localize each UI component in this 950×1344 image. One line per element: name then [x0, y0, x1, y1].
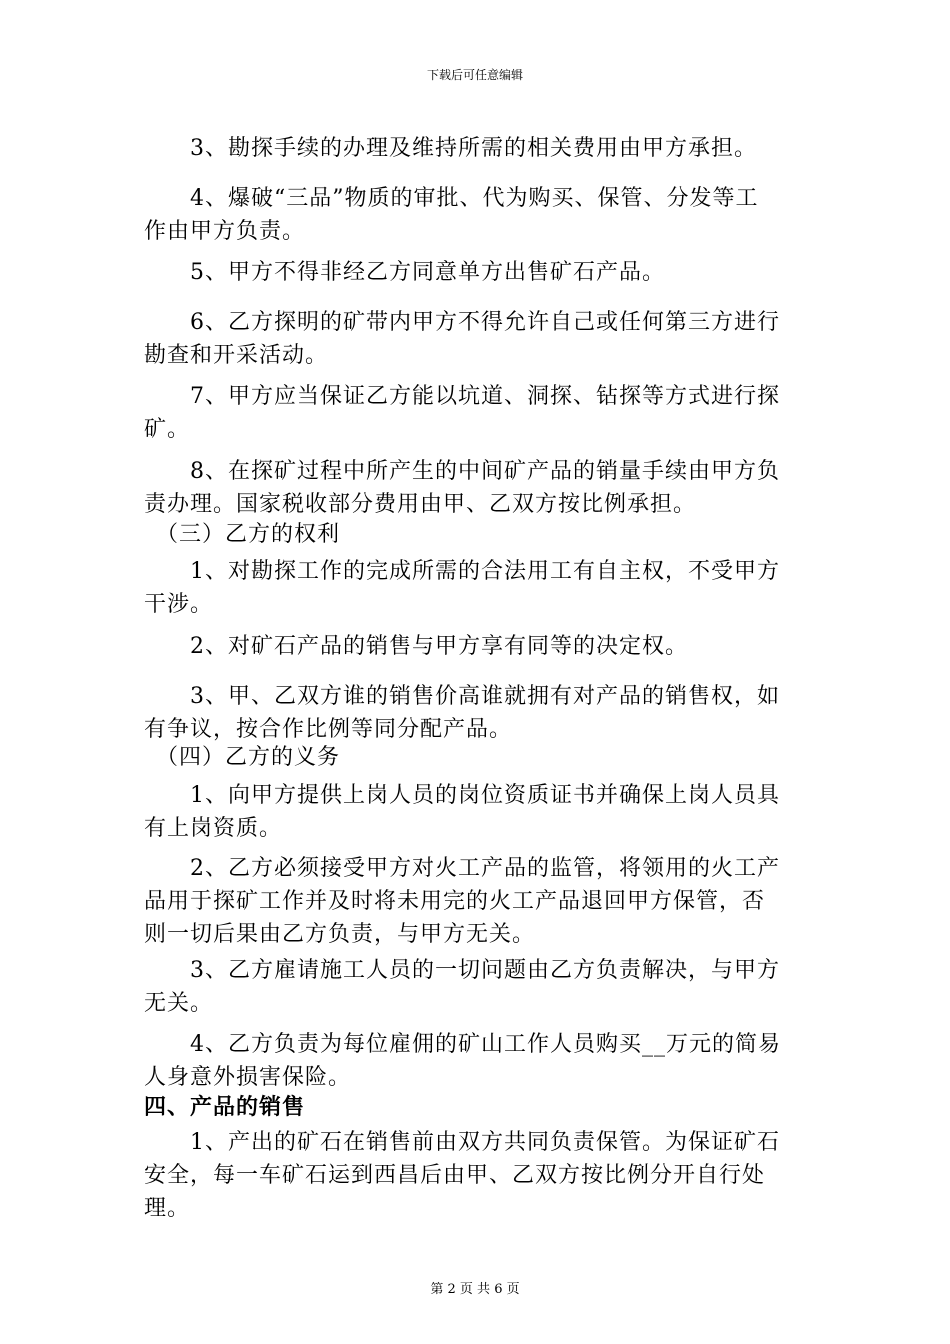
paragraph-line: 作由甲方负责。	[144, 219, 306, 244]
paragraph-line: 6、乙方探明的矿带内甲方不得允许自己或任何第三方进行	[144, 310, 780, 335]
paragraph-line: 理。	[144, 1196, 191, 1221]
paragraph-6	[144, 455, 814, 521]
paragraph-line: 1、对勘探工作的完成所需的合法用工有自主权，不受甲方	[144, 559, 780, 584]
paragraph-line: 4、乙方负责为每位雇佣的矿山工作人员购买__万元的简易	[144, 1032, 781, 1057]
paragraph-line: （三）乙方的权利	[144, 522, 341, 547]
paragraph-line: 安全，每一车矿石运到西昌后由甲、乙双方按比例分开自行处	[144, 1163, 766, 1188]
paragraph-5	[144, 380, 814, 446]
paragraph-line: 3、甲、乙双方谁的销售价高谁就拥有对产品的销售权，如	[144, 684, 780, 709]
paragraph-9	[144, 680, 814, 746]
paragraph-10	[144, 779, 814, 845]
paragraph-13	[144, 1028, 814, 1094]
paragraph-2	[144, 182, 814, 248]
paragraph-4	[144, 306, 814, 372]
paragraph-line: 4、爆破“三品”物质的审批、代为购买、保管、分发等工	[144, 186, 759, 211]
paragraph-14	[144, 1126, 814, 1225]
section-heading-product-sales	[144, 1091, 814, 1124]
paragraph-line: 2、乙方必须接受甲方对火工产品的监管，将领用的火工产	[144, 856, 780, 881]
paragraph-line: 5、甲方不得非经乙方同意单方出售矿石产品。	[144, 260, 665, 285]
paragraph-line: 勘查和开采活动。	[144, 343, 329, 368]
paragraph-8	[144, 630, 814, 663]
paragraph-line: 3、乙方雇请施工人员的一切问题由乙方负责解决，与甲方	[144, 958, 780, 983]
paragraph-line: 无关。	[144, 991, 214, 1016]
paragraph-line: 有上岗资质。	[144, 816, 283, 841]
paragraph-7	[144, 555, 814, 621]
section-heading-party-b-duties	[144, 741, 814, 774]
paragraph-line: 人身意外损害保险。	[144, 1065, 352, 1090]
section-heading-party-b-rights	[144, 518, 814, 551]
paragraph-1	[144, 132, 814, 165]
paragraph-line: 1、向甲方提供上岗人员的岗位资质证书并确保上岗人员具	[144, 783, 780, 808]
paragraph-line: 干涉。	[144, 592, 214, 617]
paragraph-3	[144, 256, 814, 289]
paragraph-line: 责办理。国家税收部分费用由甲、乙双方按比例承担。	[144, 492, 697, 517]
page-footer: 第 2 页 共 6 页	[430, 1282, 520, 1297]
paragraph-line: 8、在探矿过程中所产生的中间矿产品的销量手续由甲方负	[144, 459, 780, 484]
paragraph-line: 则一切后果由乙方负责，与甲方无关。	[144, 922, 536, 947]
paragraph-line: 四、产品的销售	[144, 1094, 306, 1120]
paragraph-11	[144, 852, 814, 951]
paragraph-line: （四）乙方的义务	[144, 745, 341, 770]
paragraph-line: 2、对矿石产品的销售与甲方享有同等的决定权。	[144, 634, 688, 659]
paragraph-line: 7、甲方应当保证乙方能以坑道、洞探、钻探等方式进行探	[144, 384, 780, 409]
paragraph-line: 品用于探矿工作并及时将未用完的火工产品退回甲方保管，否	[144, 889, 766, 914]
paragraph-line: 1、产出的矿石在销售前由双方共同负责保管。为保证矿石	[144, 1130, 780, 1155]
paragraph-12	[144, 954, 814, 1020]
paragraph-line: 矿。	[144, 417, 191, 442]
paragraph-line: 3、勘探手续的办理及维持所需的相关费用由甲方承担。	[144, 136, 757, 161]
page-header: 下载后可任意编辑	[426, 68, 523, 82]
paragraph-line: 有争议，按合作比例等同分配产品。	[144, 717, 513, 742]
